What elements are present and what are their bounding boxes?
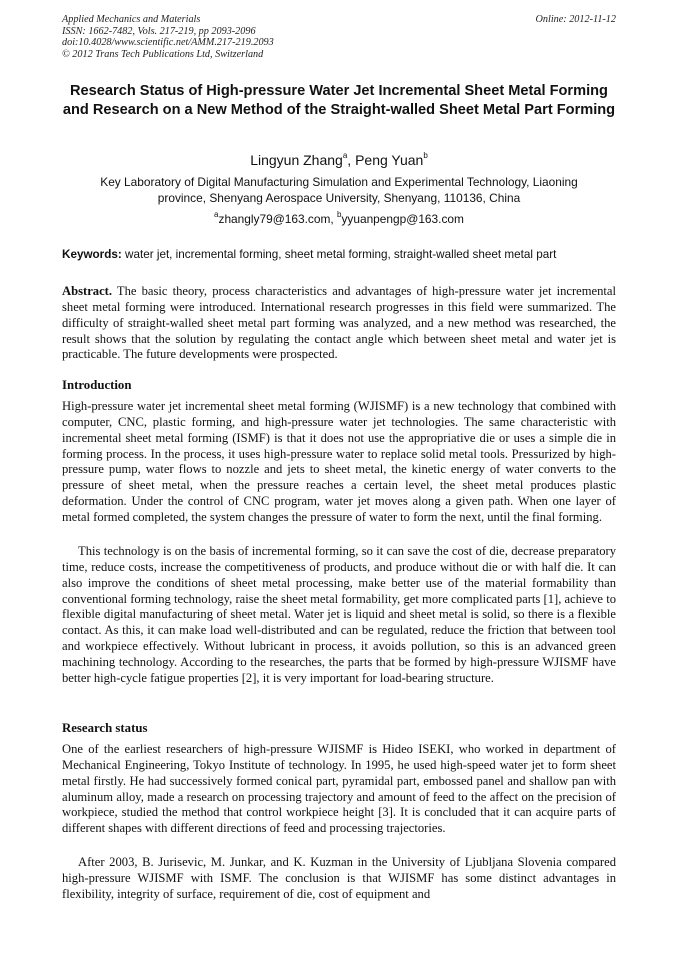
copyright-line: © 2012 Trans Tech Publications Ltd, Switzerland (62, 48, 264, 60)
author-name: Peng Yuan (355, 152, 424, 168)
running-header (62, 14, 616, 60)
paper-title: Research Status of High-pressure Water Jet Incremental Sheet Metal Forming and Research on a New Method of the Straight-walled Sheet Metal Part Forming (62, 83, 616, 118)
journal-name: Applied Mechanics and Materials (62, 14, 201, 25)
author-separator: , (347, 152, 356, 168)
issn-line: ISSN: 1662-7482, Vols. 217-219, pp 2093-2096 (62, 25, 256, 37)
online-date: Online: 2012-11-12 (535, 14, 616, 25)
research-status-paragraph: One of the earliest researchers of high-pressure WJISMF is Hideo ISEKI, who worked in department of Mechanical Engineering, Tokyo Institute of technology. In 1995, he used high-speed water jet to form sheet metal firstly. He had successively formed conical part, pyramidal part, embossed panel and shallow pan with aluminum alloy, made a research on processing trajectory and amount of feed to the affect on the precision of workpiece, studied the method that control workpiece height [3]. It is concluded that it can acquire parts of different shapes with different directions of feed and processing trajectories. (62, 742, 616, 836)
author-superscript: b (423, 151, 428, 161)
keywords (62, 247, 616, 262)
introduction-paragraph: High-pressure water jet incremental sheet metal forming (WJISMF) is a new technology that combined with computer, CNC, plastic forming, and high-pressure water jet technologies. The same characteristic with incremental sheet metal forming (ISMF) is that it does not use the appropriative die or uses a simple die in forming process. In the process, it uses high-pressure water to replace solid metal tools. Pressurized by high-pressure pump, water flows to nozzle and jets to sheet metal, the kinetic energy of water converts to the pressure of sheet metal, when the pressure reaches a certain level, the sheet metal produces plastic deformation. Under the control of CNC program, water jet moves along a given path. When one layer of metal formed completed, the system changes the pressure of water to form the next, until the final forming. (62, 399, 616, 524)
doi-line: doi:10.4028/www.scientific.net/AMM.217-219.2093 (62, 37, 274, 49)
research-status-paragraph: After 2003, B. Jurisevic, M. Junkar, and K. Kuzman in the University of Ljubljana Slovenia compared high-pressure WJISMF with ISMF. The conclusion is that WJISMF has some distinct advantages in flexibility, integrity of surface, requirement of die, cost of equipment and (62, 855, 616, 901)
abstract-text: The basic theory, process characteristics and advantages of high-pressure water jet incremental sheet metal forming were introduced. International research progresses in this field were summarized. The difficulty of straight-walled sheet metal part forming was analyzed, and a new method was researched, the result shows that the solution by regulating the contact angle which between sheet metal and water jet is practicable. The future developments were prospected. (62, 284, 617, 362)
section-heading-introduction: Introduction (62, 378, 132, 392)
abstract (62, 284, 616, 363)
author-superscript: a (342, 151, 348, 161)
email-separator: , (330, 212, 337, 226)
author-name: Lingyun Zhang (250, 152, 343, 168)
email-list (62, 212, 616, 227)
keywords-label: Keywords: (62, 248, 122, 261)
keywords-text: water jet, incremental forming, sheet metal forming, straight-walled sheet metal part (125, 248, 557, 261)
email-superscript: b (337, 210, 342, 220)
email-link[interactable]: zhangly79@163.com (218, 212, 331, 226)
introduction-paragraph: This technology is on the basis of incremental forming, so it can save the cost of die, decrease preparatory time, reduce costs, increase the competitiveness of products, and produce without die or with half die. It can also improve the conditions of sheet metal processing, make better use of the material formability than conventional forming technology, raise the sheet metal formability, get more complicated parts [1], achieve to flexible digital manufacturing of sheet metal. Water jet is liquid and sheet metal is solid, so there is a flexible contact. As this, it can make load well-distributed and can be regulated, reduce the friction that between tool and workpiece effectively. Without lubricant in process, it avoids pollution, so this is an advanced green machining technology. According to the researches, the parts that be formed by high-pressure WJISMF have better high-cycle fatigue properties [2], it is very important for load-bearing structure. (62, 544, 616, 685)
email-superscript: a (214, 210, 219, 220)
author-list (62, 151, 616, 169)
email-link[interactable]: yyuanpengp@163.com (341, 212, 464, 226)
abstract-label: Abstract. (62, 284, 113, 298)
section-heading-research-status: Research status (62, 721, 148, 735)
affiliation: Key Laboratory of Digital Manufacturing Simulation and Experimental Technology, Liaoning province, Shenyang Aerospace University, Shenyang, 110136, China (100, 175, 578, 205)
